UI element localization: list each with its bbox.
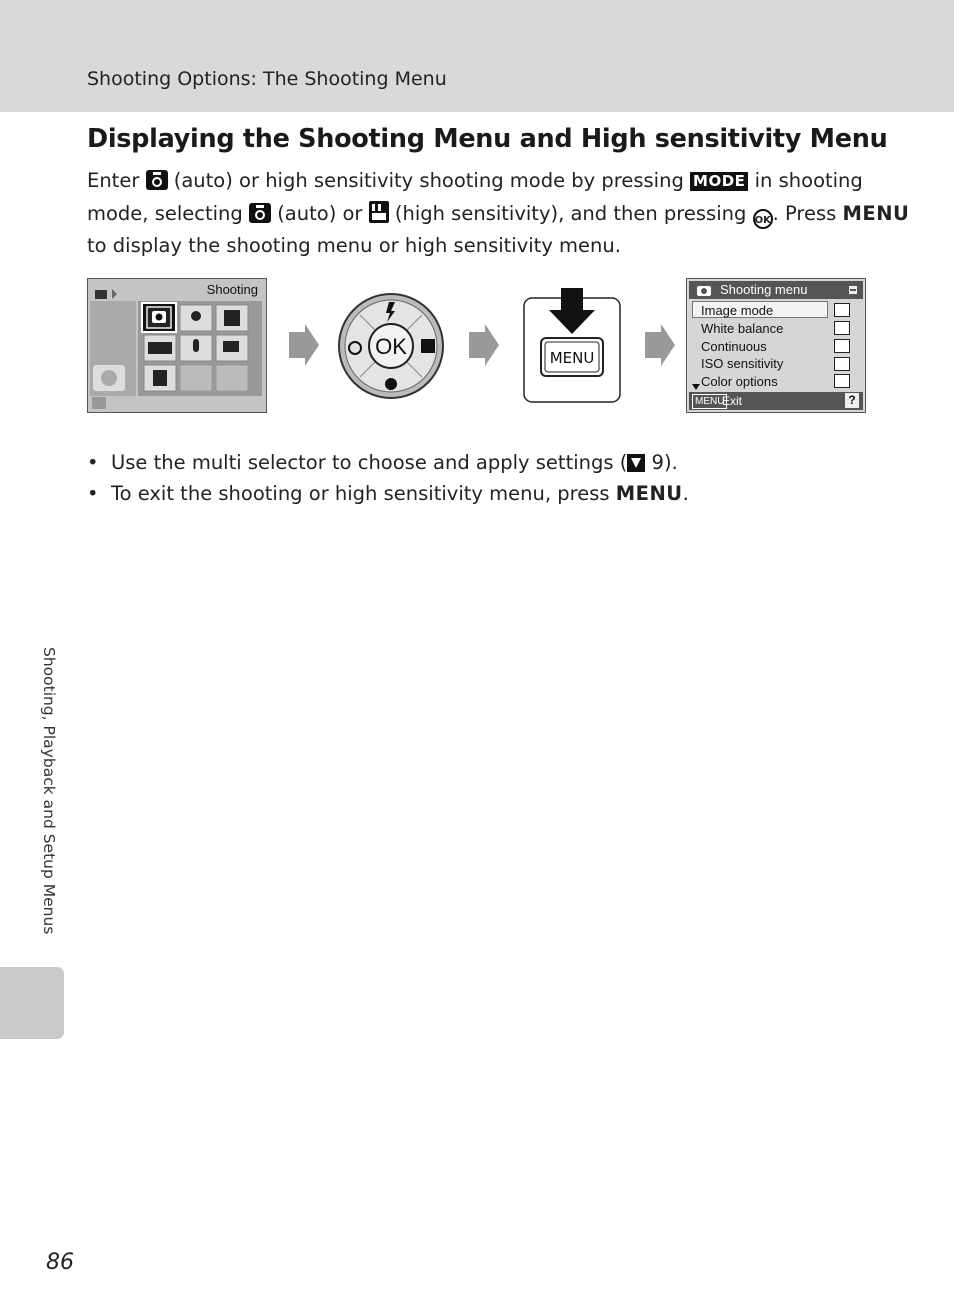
camera-icon: [249, 202, 271, 232]
color-options-setting-icon: [834, 374, 850, 388]
footer-exit-label: Exit: [722, 394, 743, 408]
page-title: Displaying the Shooting Menu and High sensitivity Menu: [87, 124, 888, 154]
chapter-tab: [0, 967, 64, 1039]
scrollbar-icon: [849, 286, 857, 294]
menu-item-iso-sensitivity[interactable]: ISO sensitivity: [701, 356, 784, 371]
high-sensitivity-icon: [369, 201, 389, 232]
mode-button-icon: MODE: [690, 172, 748, 191]
menu-item-white-balance[interactable]: White balance: [701, 321, 784, 336]
page-number: 86: [46, 1250, 74, 1275]
menu-item-color-options[interactable]: Color options: [701, 374, 778, 389]
menu-button-icon: MENU: [842, 201, 910, 225]
bullet-list: [87, 447, 689, 509]
page-reference-icon: [627, 450, 645, 481]
procedure-figure: [87, 278, 867, 414]
multi-selector-dial: [337, 292, 445, 400]
iso-setting-icon: [834, 357, 850, 371]
header-band: [0, 0, 954, 112]
menu-button-label: MENU: [549, 349, 595, 367]
section-header: Shooting Options: The Shooting Menu: [87, 68, 447, 90]
image-mode-setting-icon: [834, 303, 850, 317]
menu-item-continuous[interactable]: Continuous: [701, 339, 767, 354]
white-balance-setting-icon: [834, 321, 850, 335]
shooting-menu-title-bar: Shooting menu: [689, 281, 863, 299]
mode-selection-screen: [87, 278, 267, 413]
footer-menu-button: MENU: [692, 394, 727, 409]
mode-screen-label: Shooting: [206, 282, 258, 297]
side-tab-label: Shooting, Playback and Setup Menus: [40, 647, 58, 935]
camera-icon: [697, 284, 711, 296]
scroll-down-icon: [692, 384, 700, 390]
shooting-menu-screen: [686, 278, 866, 413]
camera-icon: [146, 169, 168, 199]
continuous-setting-icon: [834, 339, 850, 353]
intro-paragraph: Enter (auto) or high sensitivity shooting mode by pressing MODE in shooting mode, selecting (auto) or (high sensitivity), and then pressing OK. Press MENU to display the shooting menu or high sensitivity menu.: [87, 169, 910, 257]
ok-button-icon: OK: [753, 209, 773, 229]
menu-button-press-illustration: [523, 288, 623, 404]
help-icon: ?: [845, 393, 859, 408]
shooting-menu-footer: [689, 392, 863, 410]
list-item: • Use the multi selector to choose and apply settings ( 9).: [87, 447, 689, 478]
arrow-right-icon: [287, 324, 319, 366]
menu-item-image-mode[interactable]: Image mode: [701, 303, 774, 318]
dial-ok-label: OK: [375, 334, 407, 359]
arrow-right-icon: [643, 324, 675, 366]
arrow-right-icon: [467, 324, 499, 366]
menu-button-icon: MENU: [615, 482, 683, 505]
list-item: • To exit the shooting or high sensitivity menu, press MENU.: [87, 478, 689, 509]
